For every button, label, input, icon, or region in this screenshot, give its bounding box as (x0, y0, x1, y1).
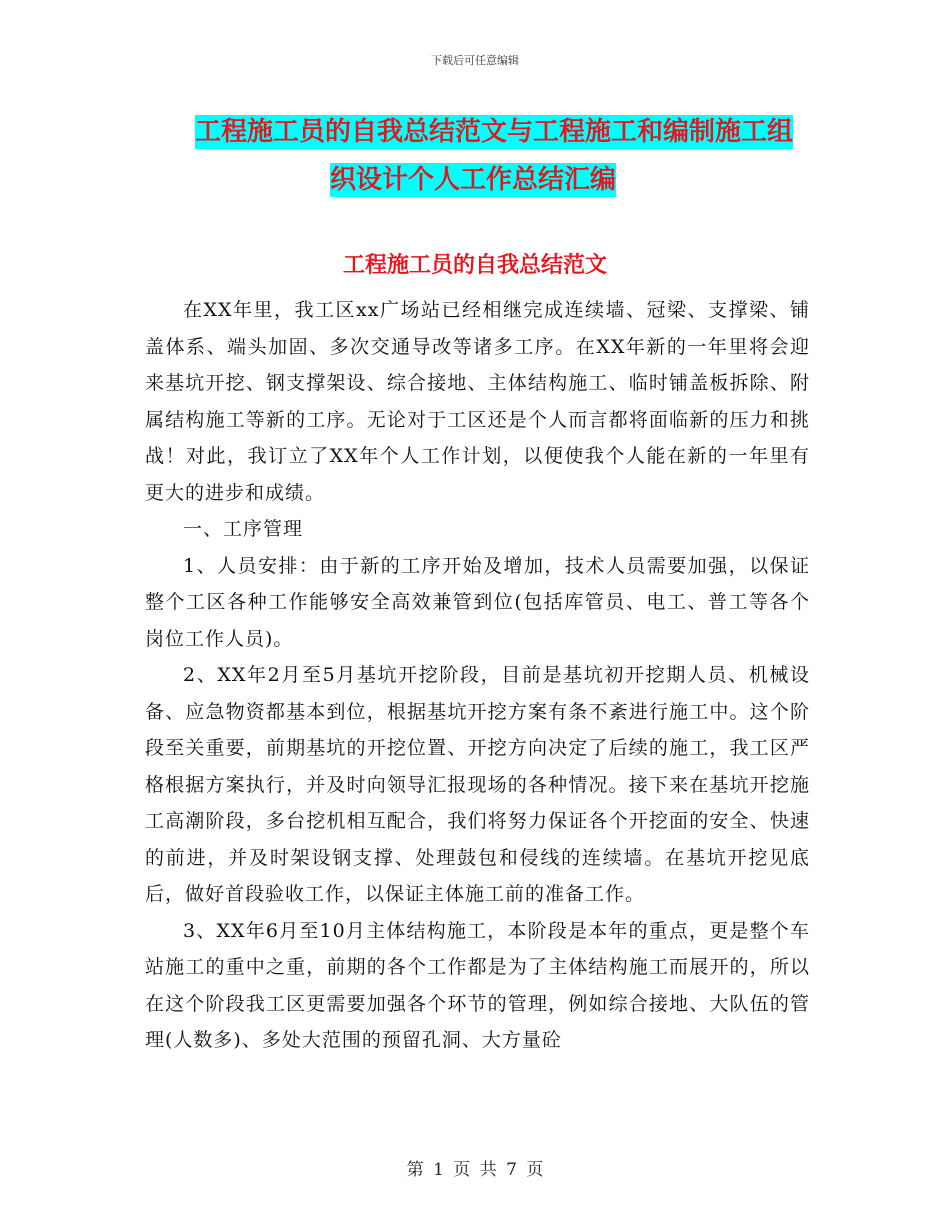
page-footer: 第 1 页 共 7 页 (406, 1160, 544, 1180)
paragraph-item-1: 1、人员安排：由于新的工序开始及增加，技术人员需要加强，以保证整个工区各种工作能够安全高效兼管到位(包括库管员、电工、普工等各个岗位工作人员)。 (145, 554, 810, 650)
paragraph-intro: 在XX年里，我工区xx广场站已经相继完成连续墙、冠梁、支撑梁、铺盖体系、端头加固、多次交通导改等诸多工序。在XX年新的一年里将会迎来基坑开挖、钢支撑架设、综合接地、主体结构施工、临时铺盖板拆除、附属结构施工等新的工序。无论对于工区还是个人而言都将面临新的压力和挑战！对此，我订立了XX年个人工作计划，以便使我个人能在新的一年里有更大的进步和成绩。 (145, 299, 810, 504)
document-body (145, 292, 810, 1059)
paragraph-heading-process: 一、工序管理 (183, 518, 304, 540)
paragraph-item-3: 3、XX年6月至10月主体结构施工，本阶段是本年的重点，更是整个车站施工的重中之重，前期的各个工作都是为了主体结构施工而展开的，所以在这个阶段我工区更需要加强各个环节的管理，例如综合接地、大队伍的管理(人数多)、多处大范围的预留孔洞、大方量砼 (145, 919, 810, 1051)
header-note: 下载后可任意编辑 (431, 54, 519, 67)
section-title: 工程施工员的自我总结范文 (342, 253, 607, 278)
title-line-2: 织设计个人工作总结汇编 (330, 165, 617, 195)
paragraph-item-2: 2、XX年2月至5月基坑开挖阶段，目前是基坑初开挖期人员、机械设备、应急物资都基本到位，根据基坑开挖方案有条不紊进行施工中。这个阶段至关重要，前期基坑的开挖位置、开挖方向决定了后续的施工，我工区严格根据方案执行，并及时向领导汇报现场的各种情况。接下来在基坑开挖施工高潮阶段，多台挖机相互配合，我们将努力保证各个开挖面的安全、快速的前进，并及时架设钢支撑、处理鼓包和侵线的连续墙。在基坑开挖见底后，做好首段验收工作，以保证主体施工前的准备工作。 (145, 664, 810, 905)
document-title (145, 108, 845, 204)
title-line-1: 工程施工员的自我总结范文与工程施工和编制施工组 (195, 117, 794, 147)
